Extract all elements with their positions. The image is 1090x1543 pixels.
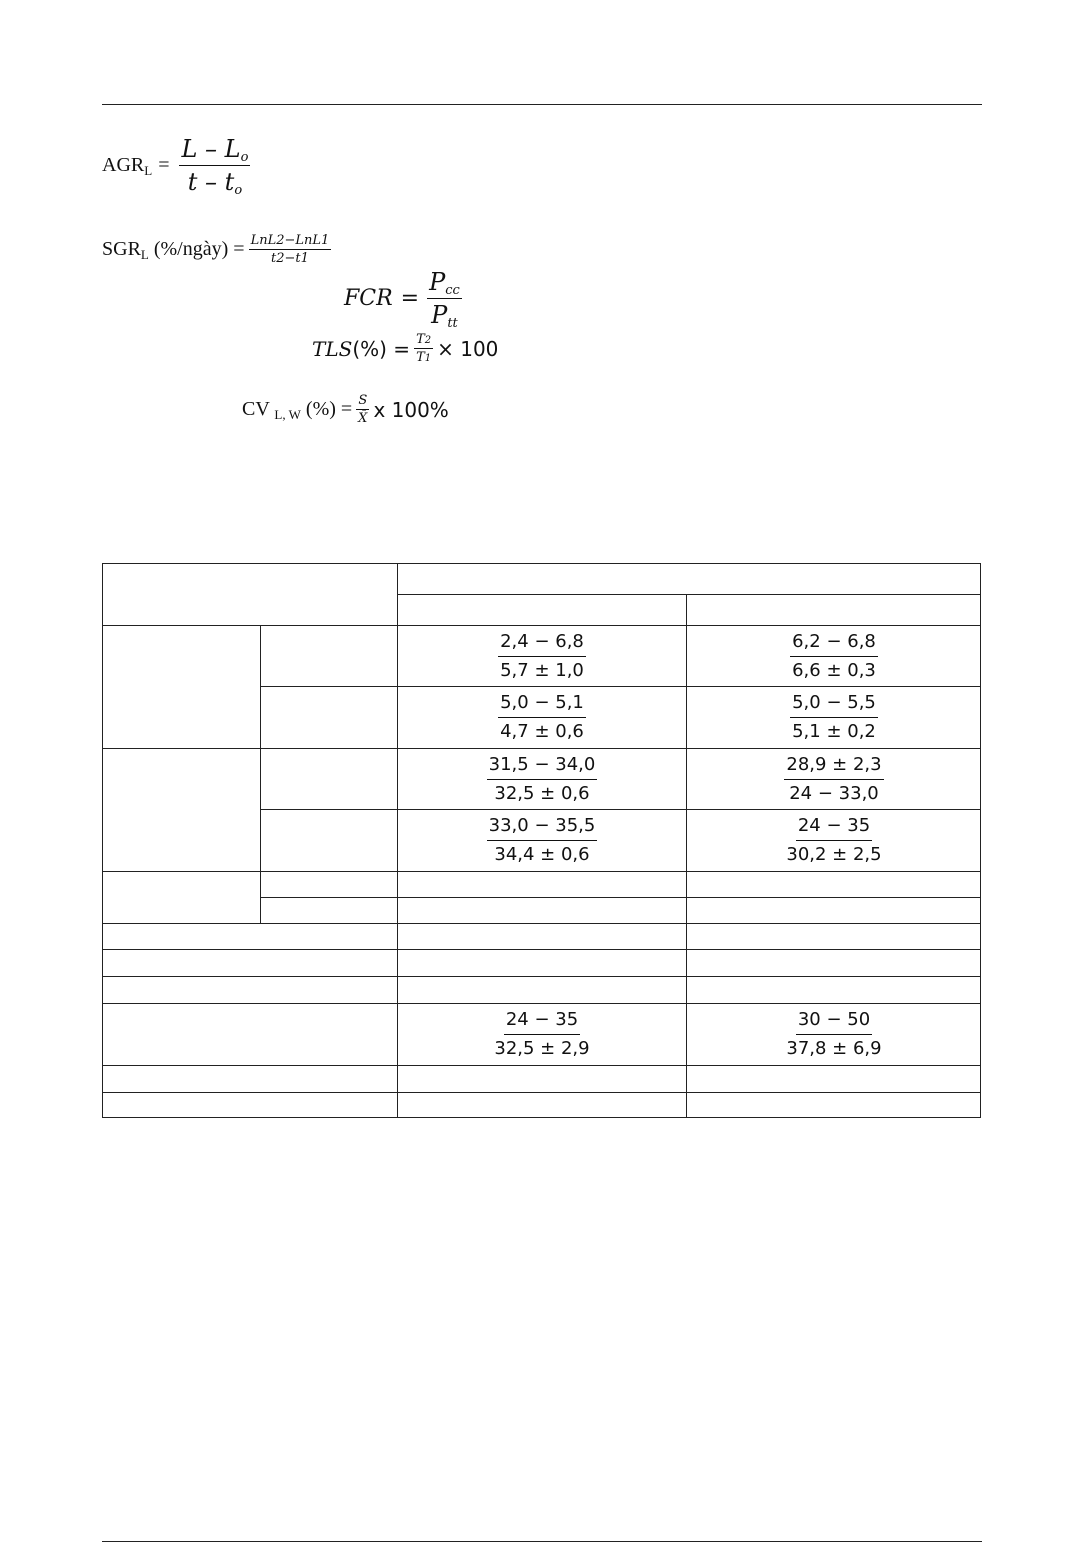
table-line [103,1065,981,1066]
table-cell: 6,2 − 6,8 6,6 ± 0,3 [687,626,981,686]
agr-fraction: $\frac{L - Lo}{t - to}$ [181,135,249,198]
table-cell: 24 − 35 30,2 ± 2,5 [687,810,981,871]
fcr-formula [344,268,462,329]
table-cell: 5,0 − 5,1 4,7 ± 0,6 [398,687,686,748]
cv-formula [242,393,449,426]
sgr-formula [102,233,331,266]
table-line [103,871,981,872]
tls-unit: (%) = [352,336,411,361]
tls-formula [312,332,498,365]
table-line [103,1092,981,1093]
agr-formula [102,135,250,196]
footer-rule [102,1541,982,1542]
table-line [260,625,261,923]
table-cell: 33,0 − 35,5 34,4 ± 0,6 [398,810,686,871]
fcr-fraction: $\frac{\text{Pcc}}{\text{Ptt}}$ [429,268,460,331]
agr-equals: = [158,154,170,176]
tls-lhs: TLS [312,336,353,361]
sgr-fraction: $\frac{\text{LnL2−LnL1}}{t2-t1}$ [250,233,330,266]
sgr-label: $SGR_L$ (%/ngày) = [102,238,245,262]
fcr-lhs: FCR [344,286,393,311]
data-table [102,563,981,1118]
table-cell: 24 − 35 32,5 ± 2,9 [398,1004,686,1065]
cv-fraction: $\frac{S}{X̄}$ [358,393,368,426]
table-line [103,923,981,924]
fcr-equals: = [400,286,420,311]
table-cell: 28,9 ± 2,3 24 − 33,0 [687,749,981,809]
table-cell: 30 − 50 37,8 ± 6,9 [687,1004,981,1065]
header-rule [102,104,982,105]
cv-tail: x 100% [373,397,449,422]
tls-fraction: $\frac{T2}{T1}$ [416,332,432,365]
table-line [103,976,981,977]
agr-label: $AGR_L$ [102,154,153,178]
table-cell: 31,5 − 34,0 32,5 ± 0,6 [398,749,686,809]
table-line [260,897,981,898]
cv-label: CV $_{L, W}$ (%) = [242,398,353,422]
tls-tail: × 100 [437,336,499,361]
table-cell: 5,0 − 5,5 5,1 ± 0,2 [687,687,981,748]
table-cell: 2,4 − 6,8 5,7 ± 1,0 [398,626,686,686]
table-line [397,594,981,595]
table-line [103,949,981,950]
